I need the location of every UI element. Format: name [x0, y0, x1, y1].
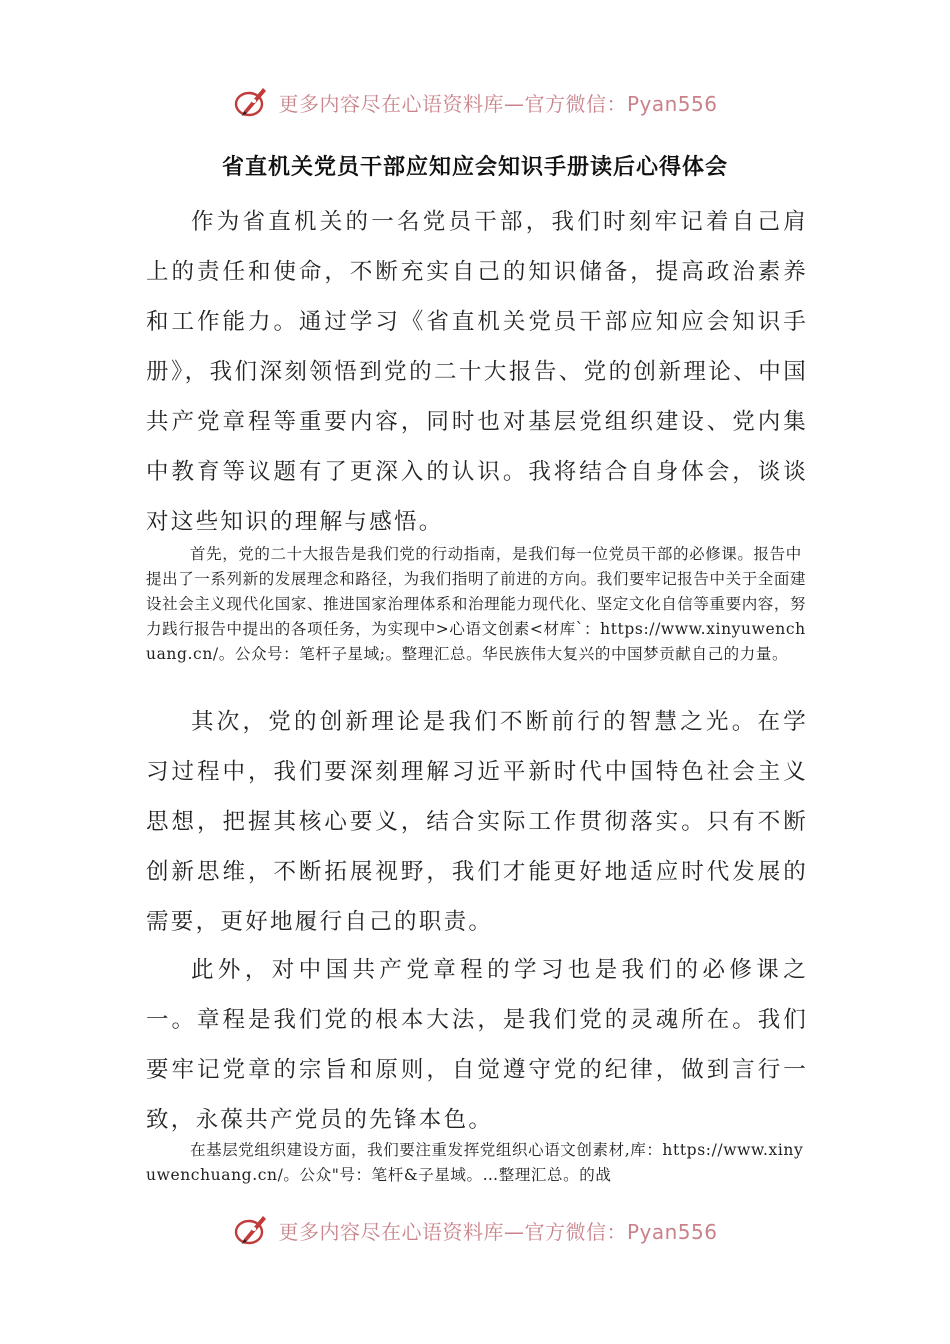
- footer-banner-content: [232, 1210, 717, 1250]
- header-banner: [0, 80, 950, 124]
- paragraph-charter: 此外，对中国共产党章程的学习也是我们的必修课之一。章程是我们党的根本大法，是我们党的灵魂所在。我们要牢记党章的宗旨和原则，自觉遵守党的纪律，做到言行一致，永葆共产党员的先锋本色。: [146, 957, 808, 1133]
- pen-logo-icon: [232, 82, 272, 122]
- paragraph-grassroots: 在基层党组织建设方面，我们要注重发挥党组织心语文创素材,库：https://www.xinyuwenchuang.cn/。公众"号：笔杆&子星域。…整理汇总。的战: [146, 1141, 804, 1184]
- banner-text: 更多内容尽在心语资料库—官方微信：Pyan556: [278, 91, 718, 116]
- banner-text: 更多内容尽在心语资料库—官方微信：Pyan556: [278, 1219, 718, 1244]
- paragraph-report: 首先，党的二十大报告是我们党的行动指南，是我们每一位党员干部的必修课。报告中提出了一系列新的发展理念和路径，为我们指明了前进的方向。我们要牢记报告中关于全面建设社会主义现代化国家、推进国家治理体系和治理能力现代化、坚定文化自信等重要内容，努力践行报告中提出的各项任务，为实现中>心语文创素<材库`：https://www.xinyuwenchuang.cn/。公众号：笔杆子星域;。整理汇总。华民族伟大复兴的中国梦贡献自己的力量。: [146, 545, 807, 663]
- pen-logo-icon: [232, 1210, 272, 1250]
- footer-banner: [0, 1208, 950, 1252]
- document-title: 省直机关党员干部应知应会知识手册读后心得体会: [221, 155, 728, 180]
- paragraph-theory: 其次，党的创新理论是我们不断前行的智慧之光。在学习过程中，我们要深刻理解习近平新时代中国特色社会主义思想，把握其核心要义，结合实际工作贯彻落实。只有不断创新思维，不断拓展视野，我们才能更好地适应时代发展的需要，更好地履行自己的职责。: [146, 709, 808, 935]
- header-banner-content: [232, 82, 717, 122]
- paragraph-intro: 作为省直机关的一名党员干部，我们时刻牢记着自己肩上的责任和使命，不断充实自己的知识储备，提高政治素养和工作能力。通过学习《省直机关党员干部应知应会知识手册》，我们深刻领悟到党的二十大报告、党的创新理论、中国共产党章程等重要内容，同时也对基层党组织建设、党内集中教育等议题有了更深入的认识。我将结合自身体会，谈谈对这些知识的理解与感悟。: [146, 209, 808, 535]
